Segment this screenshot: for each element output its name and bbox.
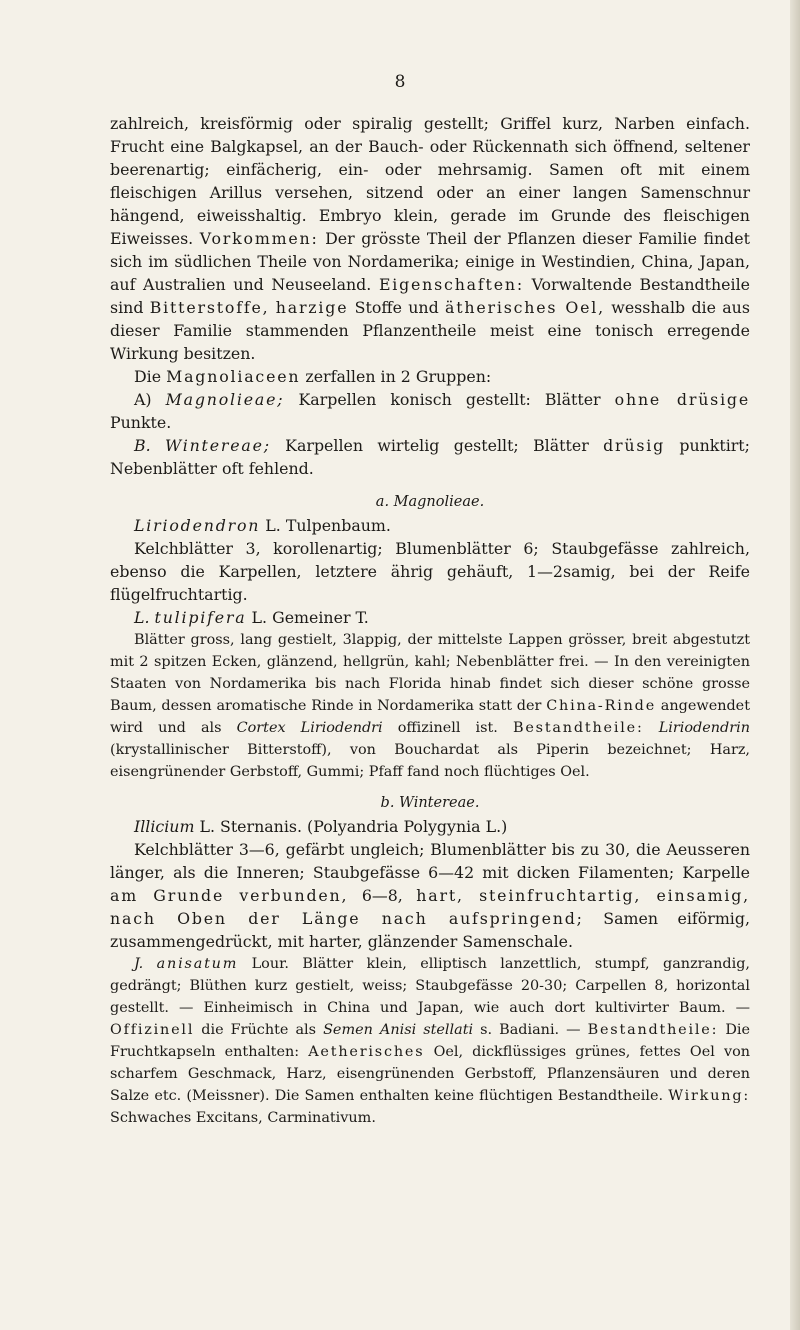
illicium-genus — [110, 815, 750, 838]
groups-intro — [110, 365, 750, 388]
group-b-name: Wintereae; — [164, 436, 271, 455]
bestandtheile-label-b: Bestandtheile: — [587, 1022, 719, 1038]
harzige-term: harzige — [275, 298, 349, 317]
anisatum-text-b: die Früchte als — [201, 1022, 317, 1038]
aetherisches-term: ätherisches Oel, — [445, 298, 605, 317]
semen-term: Semen Anisi stellati — [323, 1022, 474, 1038]
anisatum-abbr: J. — [134, 956, 144, 972]
tulipifera-text-a: Blätter gross, lang gestielt, 3lappig, der mittelste Lappen grösser, breit abgestutzt mit 2 spitzen Ecken, glänzend, hellgrün, kahl; Nebenblätter frei. — In den vereinigten Staaten von Nordamerika bis nach Florida hinab findet sich dieser schöne grosse Baum, dessen aromatische Rinde in Nordamerika statt der — [110, 632, 750, 714]
group-a — [110, 388, 750, 434]
illicium-text-a: Kelchblätter 3—6, gefärbt ungleich; Blumenblätter bis zu 30, die Aeusseren länger, als die Inneren; Staubgefässe 6—42 mit dicken Filamenten; Karpelle — [110, 840, 750, 882]
illicium-description — [110, 838, 750, 953]
chinarinde-term: China-Rinde — [546, 698, 657, 714]
magnoliaceen-term: Magnoliaceen — [166, 367, 301, 386]
hart-term: hart, steinfruchtartig, einsamig, nach Oben der Länge nach aufspringend; — [110, 886, 750, 928]
group-b-text: Karpellen wirtelig gestellt; Blätter — [285, 436, 589, 455]
page-text — [110, 112, 750, 1129]
tulipifera-text-c: offizinell ist. — [397, 720, 498, 736]
group-a-label: A) — [134, 390, 152, 409]
anisatum-text-d: Die Fruchtkapseln enthalten: — [110, 1022, 750, 1060]
anisatum-author: Lour. — [251, 956, 289, 972]
eigenschaften-text-b: Stoffe und — [354, 298, 439, 317]
group-a-end: Punkte. — [110, 413, 172, 432]
group-b-emphasis: drüsig — [603, 436, 665, 455]
tulipifera-author: L. Gemeiner T. — [251, 608, 369, 627]
tulipifera-name: tulipifera — [154, 608, 247, 627]
anisatum-text-f: Schwaches Excitans, Carminativum. — [110, 1110, 376, 1126]
aetherisches-oel-term: Aetherisches — [308, 1044, 425, 1060]
illicium-text-c: Samen eiförmig, zusammengedrückt, mit harter, glänzender Samenschale. — [110, 909, 750, 951]
liriodendron-author: L. Tulpenbaum. — [265, 516, 391, 535]
anisatum-name: anisatum — [156, 956, 239, 972]
eigenschaften-label: Eigenschaften: — [378, 275, 524, 294]
anisatum-text-e: Oel, dickflüssiges grünes, fettes Oel von scharfem Geschmack, Harz, eisengrünenden Gerbstoff, Pflanzensäuren und deren Salze etc. (Meissner). Die Samen enthalten keine flüchtigen Bestandtheile. — [110, 1044, 751, 1104]
group-b-label: B. — [134, 436, 151, 455]
liriodendron-description: Kelchblätter 3, korollenartig; Blumenblätter 6; Staubgefässe zahlreich, ebenso die Karpellen, letztere ährig gehäuft, 1—2samig, bei der Reife flügelfruchtartig. — [110, 539, 750, 604]
page-number: 8 — [394, 72, 406, 92]
cortex-term: Cortex Liriodendri — [236, 720, 383, 736]
group-a-text: Karpellen konisch gestellt: Blätter — [298, 390, 601, 409]
vorkommen-text: Der grösste Theil der Pflanzen dieser Familie findet sich im südlichen Theile von Nordamerika; einige in Westindien, China, Japan, auf Australien und Neuseeland. — [110, 229, 750, 294]
eigenschaften-text-c: wesshalb die aus dieser Familie stammenden Pflanzentheile meist eine tonisch erregende Wirkung besitzen. — [110, 298, 750, 363]
anisatum-text-c: s. Badiani. — — [480, 1022, 581, 1038]
liriodendron-genus — [110, 514, 750, 537]
illicium-author: L. Sternanis. (Polyandria Polygynia L.) — [199, 817, 508, 836]
tulipifera-text-b: angewendet wird und als — [110, 698, 750, 736]
page-edge — [790, 0, 800, 1330]
groups-intro-a: Die — [134, 367, 162, 386]
tulipifera-description — [110, 629, 750, 783]
tulipifera-text-d: (krystallinischer Bitterstoff), von Bouchardat als Piperin bezeichnet; Harz, eisengrünender Gerbstoff, Gummi; Pfaff fand noch flüchtiges Oel. — [110, 742, 750, 780]
tulipifera-species — [110, 606, 750, 629]
intro-text: zahlreich, kreisförmig oder spiralig gestellt; Griffel kurz, Narben einfach. Frucht eine Balgkapsel, an der Bauch- oder Rückennath sich öffnend, seltener beerenartig; einfächerig, ein- oder mehrsamig. Samen oft mit einem fleischigen Arillus versehen, sitzend oder an einer langen Samenschnur hängend, eiweisshaltig. Embryo klein, gerade im Grunde des fleischigen Eiweisses. — [110, 114, 750, 248]
liriodendron-name: Liriodendron — [134, 516, 261, 535]
group-a-emphasis: ohne drüsige — [614, 390, 750, 409]
group-b — [110, 434, 750, 480]
vorkommen-label: Vorkommen: — [199, 229, 319, 248]
am-grunde-term: am Grunde verbunden, — [110, 886, 349, 905]
wirkung-label: Wirkung: — [668, 1088, 751, 1104]
groups-intro-b: zerfallen in 2 Gruppen: — [305, 367, 492, 386]
group-a-name: Magnolieae; — [165, 390, 285, 409]
liriodendrin-term: Liriodendrin — [658, 720, 750, 736]
offizinell-term: Offizinell — [110, 1022, 195, 1038]
bitterstoffe-term: Bitterstoffe, — [149, 298, 270, 317]
intro-paragraph — [110, 112, 750, 365]
section-a-heading: a. Magnolieae. — [375, 494, 485, 510]
group-b-text2: punktirt; Nebenblätter oft fehlend. — [110, 436, 750, 478]
bestandtheile-label-a: Bestandtheile: — [512, 720, 644, 736]
eigenschaften-text-a: Vorwaltende Bestandtheile sind — [110, 275, 750, 317]
anisatum-description — [110, 953, 750, 1129]
section-b-heading: b. Wintereae. — [380, 795, 480, 811]
illicium-text-b: 6—8, — [361, 886, 403, 905]
illicium-name: Illicium — [134, 817, 195, 836]
tulipifera-abbr: L. — [134, 608, 150, 627]
anisatum-text-a: Blätter klein, elliptisch lanzettlich, stumpf, ganzrandig, gedrängt; Blüthen kurz gestielt, weiss; Staubgefässe 20-30; Carpellen 8, horizontal gestellt. — Einheimisch in China und Japan, wie auch dort kultivirter Baum. — — [110, 956, 750, 1016]
